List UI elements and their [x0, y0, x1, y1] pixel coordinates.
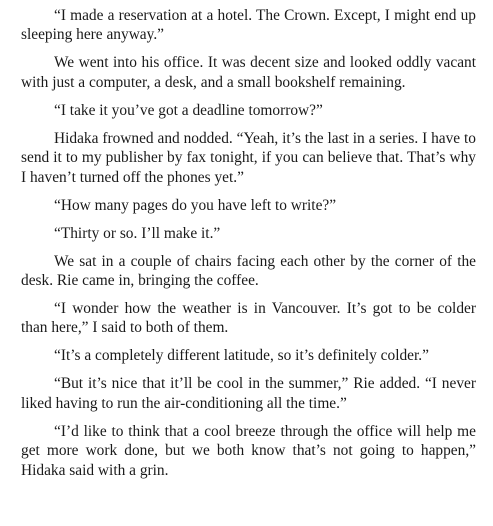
- book-page: [21, 6, 476, 489]
- paragraph: We sat in a couple of chairs facing each other by the corner of the desk. Rie came in, bringing the coffee.: [21, 252, 476, 290]
- paragraph: “But it’s nice that it’ll be cool in the summer,” Rie added. “I never liked having to run the air-conditioning all the time.”: [21, 375, 476, 412]
- paragraph: “I take it you’ve got a deadline tomorrow?”: [54, 101, 323, 119]
- paragraph: “It’s a completely different latitude, so it’s definitely colder.”: [54, 347, 429, 365]
- paragraph: “Thirty or so. I’ll make it.”: [54, 224, 221, 242]
- paragraph: “I wonder how the weather is in Vancouver. It’s got to be colder than here,” I said to both of them.: [21, 300, 476, 337]
- paragraph: “How many pages do you have left to write?”: [54, 196, 337, 214]
- paragraph: We went into his office. It was decent size and looked oddly vacant with just a computer, a desk, and a small bookshelf remaining.: [21, 54, 476, 91]
- paragraph: “I made a reservation at a hotel. The Crown. Except, I might end up sleeping here anyway.”: [21, 7, 476, 44]
- paragraph: “I’d like to think that a cool breeze through the office will help me get more work done, but we both know that’s not going to happen,” Hidaka said with a grin.: [21, 422, 476, 479]
- paragraph: Hidaka frowned and nodded. “Yeah, it’s the last in a series. I have to send it to my publisher by fax tonight, if you can believe that. That’s why I haven’t turned off the phones yet.”: [21, 129, 476, 186]
